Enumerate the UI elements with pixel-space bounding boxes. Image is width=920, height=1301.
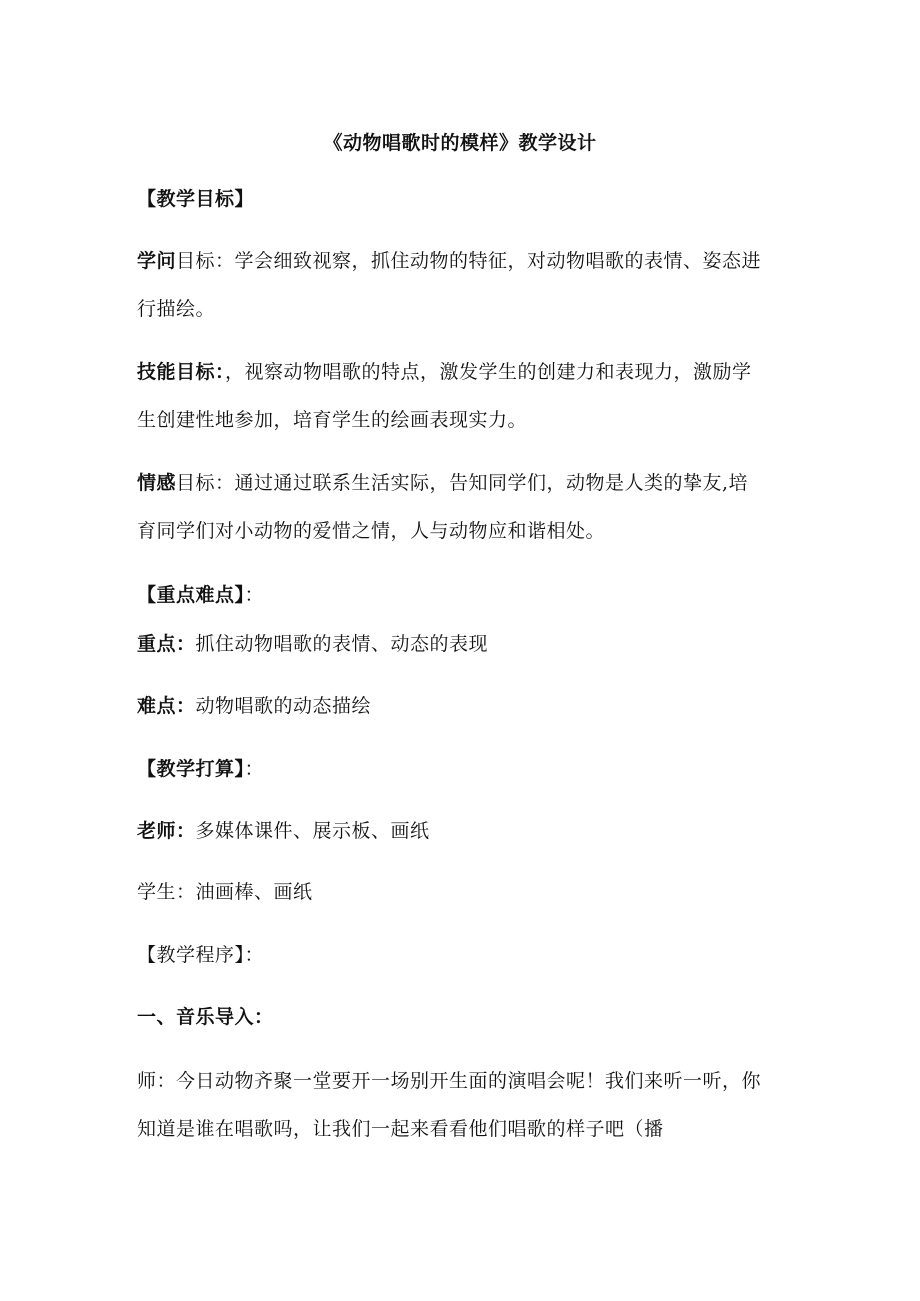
key-points-suffix: ： xyxy=(244,584,265,606)
emotion-goal-line2: 育同学们对小动物的爱惜之情，人与动物应和谐相处。 xyxy=(137,520,606,542)
teacher-intro-line1: 师：今日动物齐聚一堂要开一场别开生面的演唱会呢！我们来听一听，你 xyxy=(137,1070,762,1092)
knowledge-goal-line2: 行描绘。 xyxy=(137,298,216,320)
skill-goal-label: 技能目标： xyxy=(137,361,226,383)
emotion-goal-label: 情感 xyxy=(137,472,177,494)
student-prep-line: 学生：油画棒、画纸 xyxy=(137,881,313,903)
teacher-prep-label: 老师： xyxy=(137,820,196,842)
difficulty-label: 难点： xyxy=(137,695,196,717)
skill-goal-text: ，视察动物唱歌的特点，激发学生的创建力和表现力，激励学 xyxy=(225,361,752,383)
difficulty-text: 动物唱歌的动态描绘 xyxy=(195,695,372,717)
skill-goal-line1 xyxy=(137,360,752,384)
difficulty-line xyxy=(137,694,371,718)
teacher-prep-text: 多媒体课件、展示板、画纸 xyxy=(195,820,430,842)
focus-label: 重点： xyxy=(137,633,196,655)
teacher-intro-line2: 知道是谁在唱歌吗，让我们一起来看看他们唱歌的样子吧（播 xyxy=(137,1118,664,1140)
knowledge-goal-label: 学问 xyxy=(137,250,177,272)
skill-goal-line2: 生创建性地参加，培育学生的绘画表现实力。 xyxy=(137,409,528,431)
procedure-heading: 【教学程序】： xyxy=(137,944,265,966)
prep-heading: 【教学打算】 xyxy=(137,758,245,780)
document-title: 《动物唱歌时的模样》教学设计 xyxy=(323,132,597,154)
knowledge-goal-text: 目标：学会细致视察，抓住动物的特征，对动物唱歌的表情、姿态进 xyxy=(176,250,762,272)
key-points-heading-line xyxy=(137,583,264,607)
key-points-heading: 【重点难点】 xyxy=(137,584,245,606)
focus-line xyxy=(137,632,488,656)
section-one-heading: 一、音乐导入： xyxy=(137,1006,274,1028)
teaching-goals-heading: 【教学目标】 xyxy=(137,188,255,210)
emotion-goal-text: 目标：通过通过联系生活实际，告知同学们，动物是人类的挚友,培 xyxy=(176,472,749,494)
emotion-goal-line1 xyxy=(137,471,748,495)
prep-suffix: ： xyxy=(244,758,265,780)
focus-text: 抓住动物唱歌的表情、动态的表现 xyxy=(195,633,489,655)
teacher-prep-line xyxy=(137,819,430,843)
knowledge-goal-line1 xyxy=(137,249,761,273)
prep-heading-line xyxy=(137,757,264,781)
